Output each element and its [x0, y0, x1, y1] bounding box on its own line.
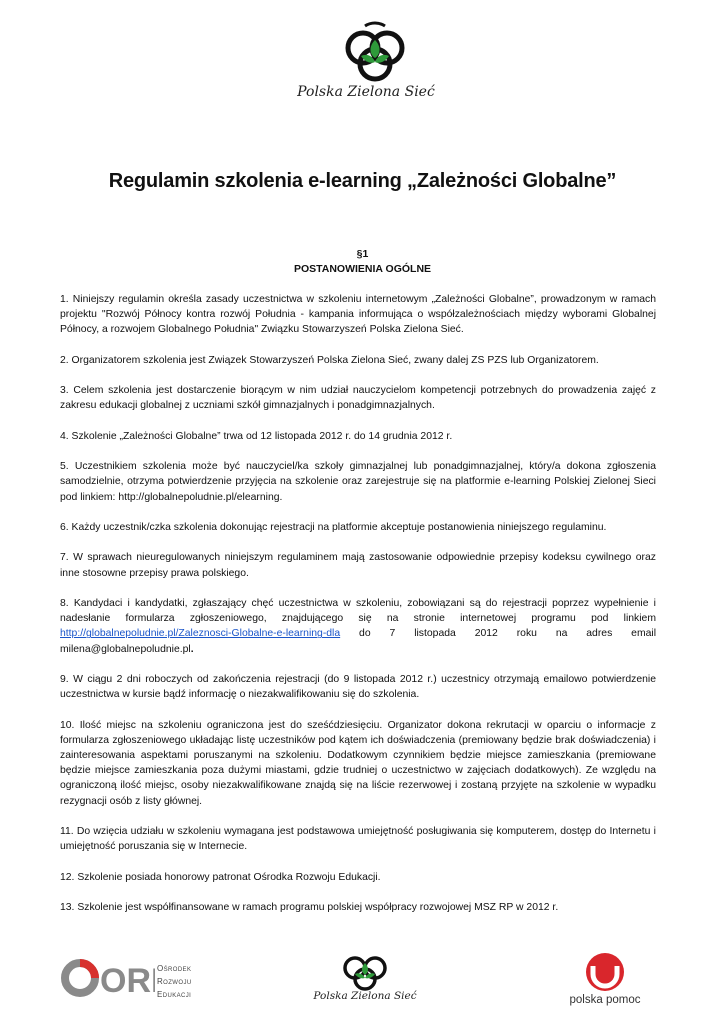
paragraph-10: 10. Ilość miejsc na szkoleniu ograniczona jest do sześćdziesięciu. Organizator dokona rekrutacji w oparciu o informacje z formularza zgłoszeniowego układając listę uczestników pod kątem ich doświadczenia (premiowany będzie brak doświadczenia) i zainteresowania aspektami poruszanymi na szkoleniu. Dodatkowym czynnikiem będzie miejsce zamieszkania (premiowane będzie miejsce zamieszkania poza dużymi miastami, gdzie trudniej o uczestnictwo w zajęciach dodatkowych). Ze względu na ograniczoną ilość miejsc, osoby niezakwalifikowane znajdą się na liście rezerwowej i zostaną przyjęte na szkolenie w wypadku rezygnacji osób z listy głównej.: [60, 719, 656, 807]
paragraph-11: 11. Do wzięcia udziału w szkoleniu wymagana jest podstawowa umiejętność posługiwania się komputerem, dostęp do Internetu i umiejętność poruszania się w Internecie.: [60, 825, 656, 853]
paragraph-5: 5. Uczestnikiem szkolenia może być nauczyciel/ka szkoły gimnazjalnej lub ponadgimnazjalnej, który/a dokona zgłoszenia samodzielnie, otrzyma potwierdzenie przyjęcia na szkolenie oraz zarejestruje się na platformie e-learning Polskiej Zielonej Sieci pod linkiem: http://globalnepoludnie.pl/elearning.: [60, 461, 656, 503]
ore-mark-icon: [60, 956, 155, 1000]
paragraph-4: 4. Szkolenie „Zależności Globalne” trwa od 12 listopada 2012 r. do 14 grudnia 2012 r.: [60, 430, 453, 442]
paragraph-8-text: 8. Kandydaci i kandydatki, zgłaszający chęć uczestnictwa w szkoleniu, zobowiązani są do rejestracji poprzez wypełnienie i nadesłanie formularza zgłoszeniowego, znajdującego się na stronie internetowej programu pod linkiem: [60, 597, 656, 625]
regulation-body: [60, 292, 656, 930]
paragraph-7: 7. W sprawach nieuregulowanych niniejszym regulaminem mają zastosowanie odpowiednie przepisy kodeksu cywilnego oraz inne stosowne przepisy prawa polskiego.: [60, 552, 656, 579]
paragraph-6: 6. Każdy uczestnik/czka szkolenia dokonując rejestracji na platformie akceptuje postanowienia niniejszego regulaminu.: [60, 521, 607, 533]
paragraph-8-email-text: do 7 listopada 2012 roku na adres email milena@globalnepoludnie.pl: [60, 628, 656, 655]
ore-line-2: Rozwoju: [157, 977, 192, 986]
paragraph-2: 2. Organizatorem szkolenia jest Związek Stowarzyszeń Polska Zielona Sieć, zwany dalej ZS PZS lub Organizatorem.: [60, 354, 599, 366]
three-circles-small-icon: [310, 948, 420, 992]
paragraph-1: 1. Niniejszy regulamin określa zasady uczestnictwa w szkoleniu internetowym „Zależności Globalne”, prowadzonym w ramach projektu "Rozwój Północy kontra rozwój Południa - kampania informująca o współzależnościach między wyborami Globalnej Północy, a rozwojem Globalnego Południa" Związku Stowarzyszeń Polska Zielona Sieć.: [60, 294, 656, 336]
registration-form-link[interactable]: http://globalnepoludnie.pl/Zaleznosci-Globalne-e-learning-dla: [60, 628, 341, 640]
paragraph-8-end: .: [190, 643, 194, 655]
logo-wordmark: Polska Zielona Sieć: [297, 84, 435, 100]
ore-words: [157, 962, 192, 1001]
footer-logos: [0, 948, 725, 1018]
ore-logo: [60, 956, 210, 1006]
paragraph-9: 9. W ciągu 2 dni roboczych od zakończenia rejestracji (do 9 listopada 2012 r.) uczestnicy otrzymają emailowo potwierdzenie uczestnictwa w kursie bądź informację o niezakwalifikowaniu się do szkolenia.: [60, 673, 656, 701]
pzs-footer-wordmark: Polska Zielona Sieć: [313, 990, 417, 1002]
ore-letters: OR: [100, 962, 151, 1000]
paragraph-12: 12. Szkolenie posiada honorowy patronat Ośrodka Rozwoju Edukacji.: [60, 871, 381, 883]
ore-line-1: Ośrodek: [157, 964, 192, 973]
section-number: §1: [356, 248, 369, 260]
polska-pomoc-wordmark: polska pomoc: [569, 994, 641, 1006]
paragraph-3: 3. Celem szkolenia jest dostarczenie biorącym w nim udział nauczycielom kompetencji potrzebnych do prowadzenia zajęć z zakresu edukacji globalnej z uczniami szkół gimnazjalnych i ponadgimnazjalnych.: [60, 385, 656, 412]
polska-pomoc-mark-icon: [555, 950, 655, 994]
paragraph-13: 13. Szkolenie jest współfinansowane w ramach programu polskiej współpracy rozwojowej MSZ RP w 2012 r.: [60, 901, 559, 913]
ore-line-3: Edukacji: [157, 990, 192, 999]
document-title: Regulamin szkolenia e-learning „Zależności Globalne”: [108, 170, 617, 192]
three-circles-icon: [325, 18, 425, 88]
section-title: POSTANOWIENIA OGÓLNE: [293, 263, 432, 275]
pzs-footer-logo: [310, 948, 420, 1018]
polska-pomoc-logo: [555, 950, 655, 1012]
paragraph-8: [60, 596, 656, 657]
